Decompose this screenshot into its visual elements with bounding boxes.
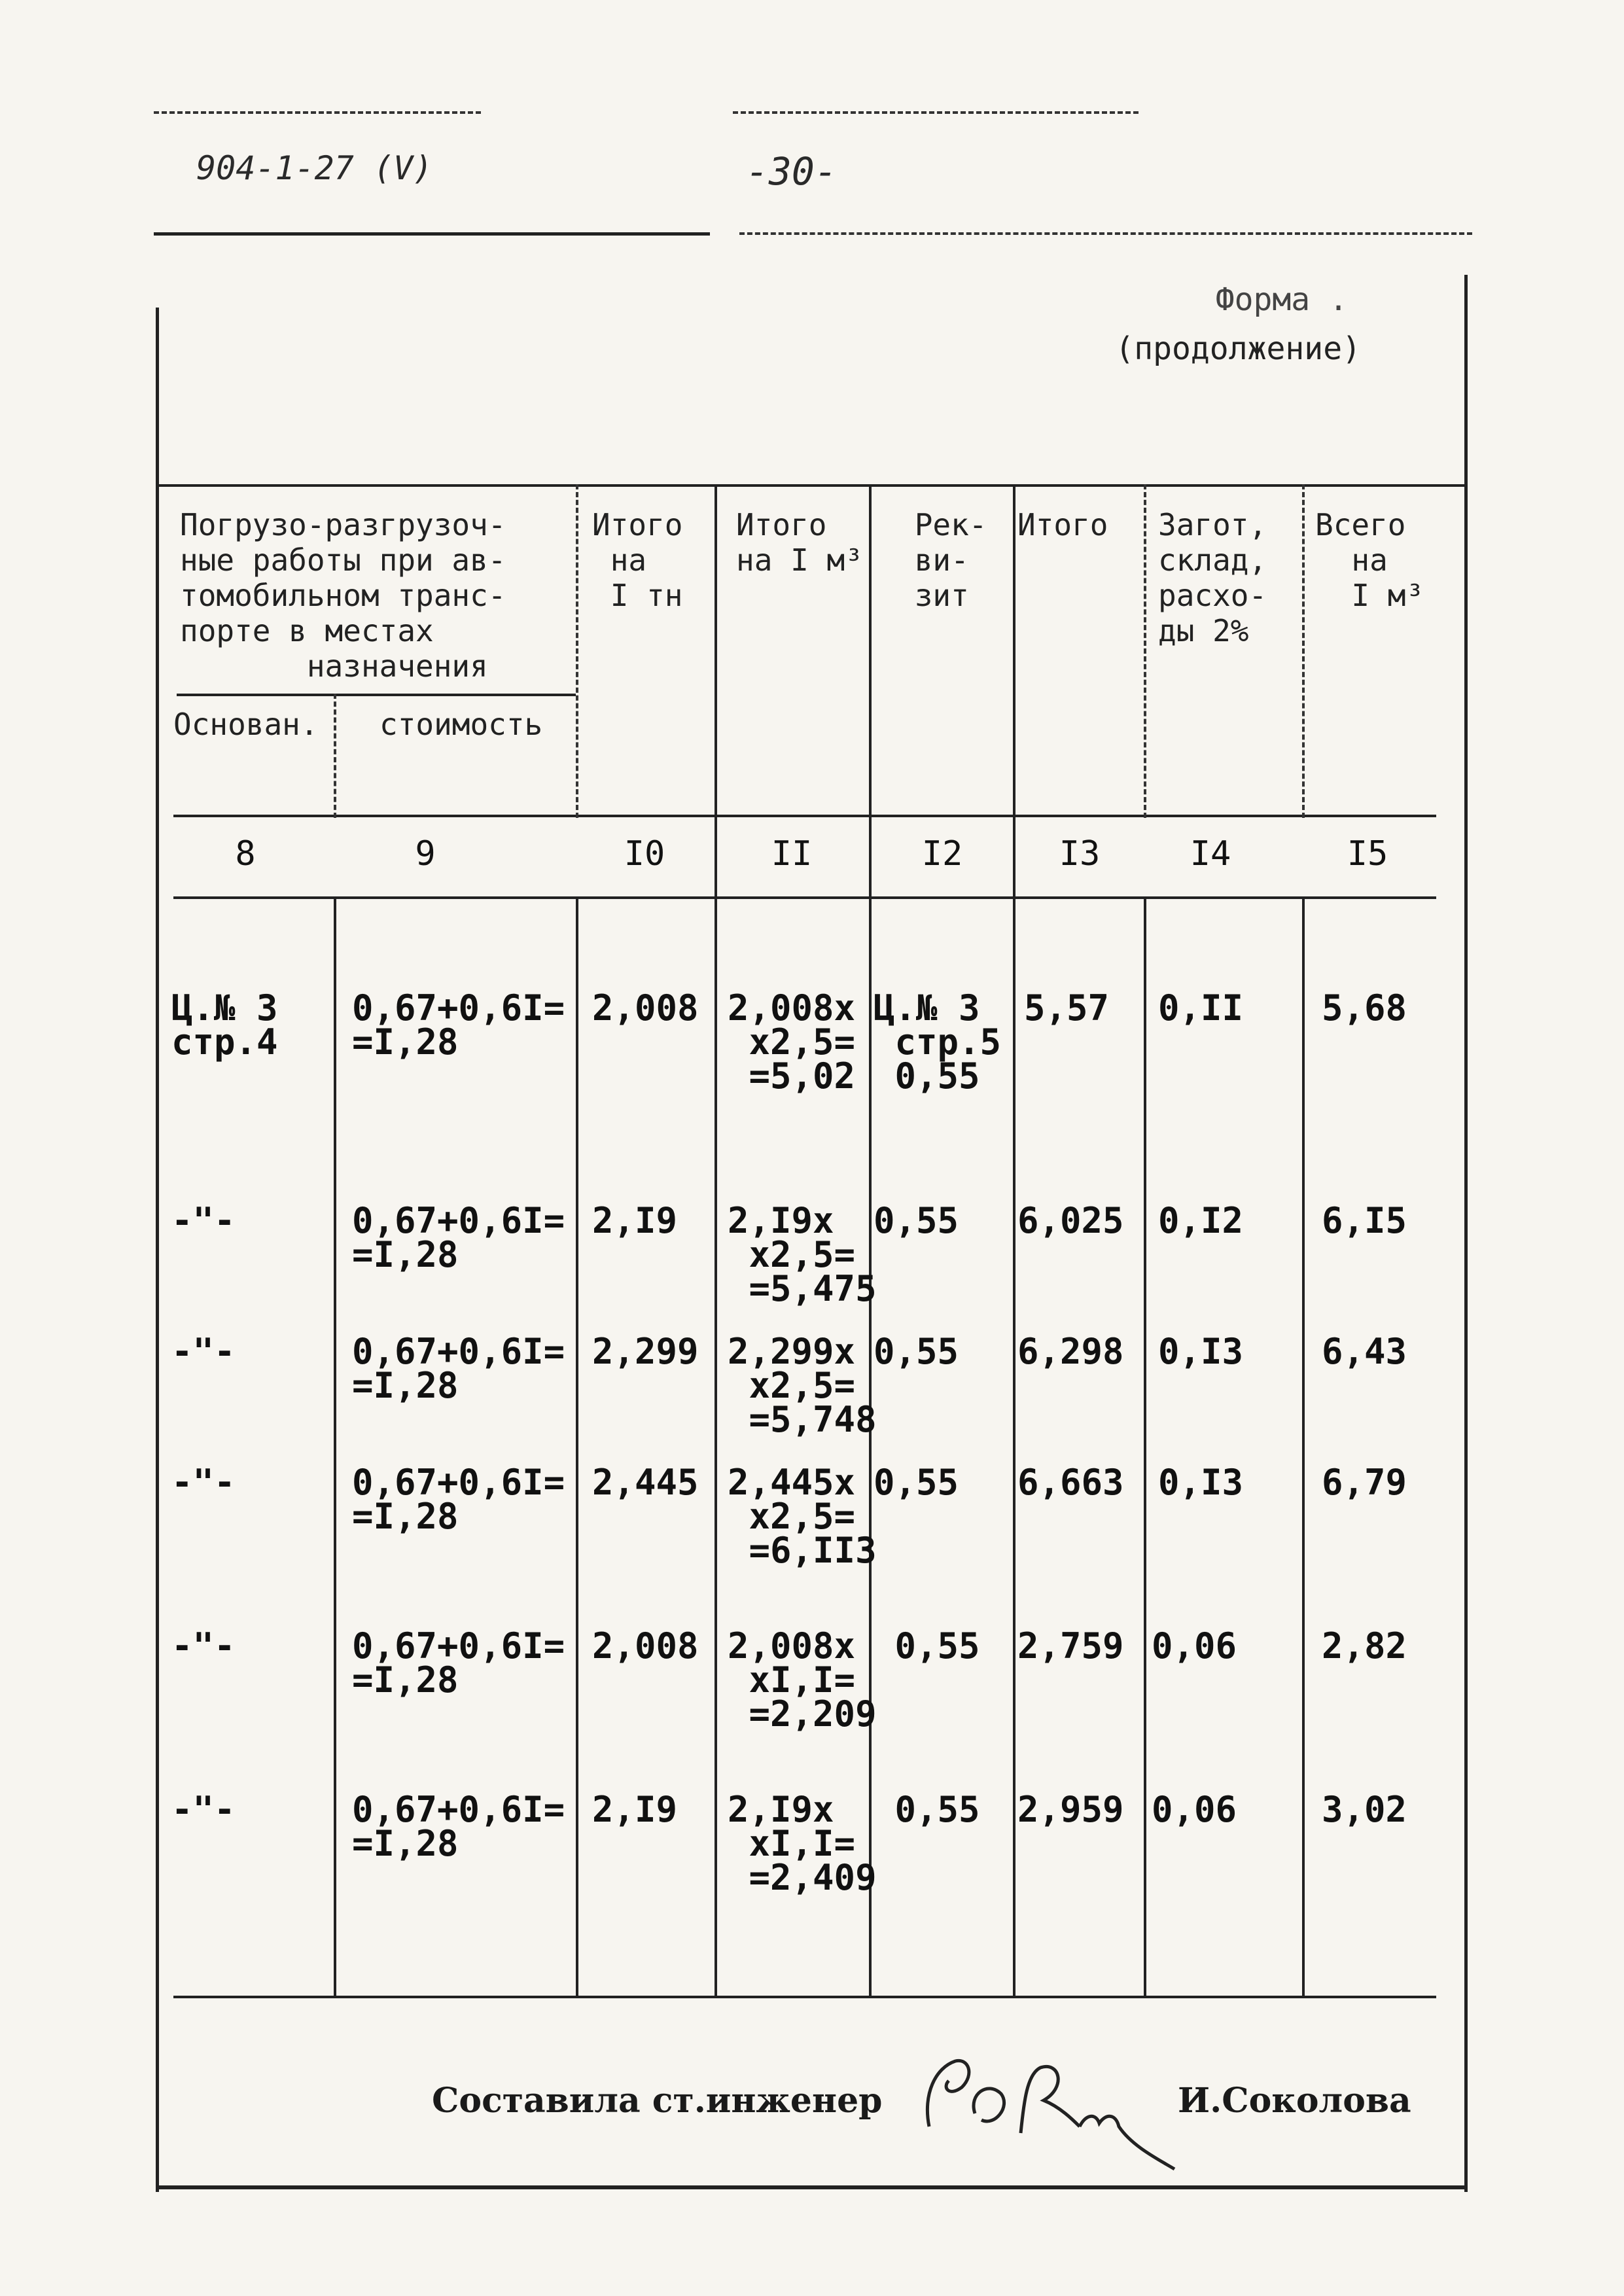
subhead-rule [177,694,576,696]
header-total: Итого [1017,507,1108,542]
colnum-bottom-rule [173,896,1436,899]
col-divider-10-11 [715,484,717,1996]
col-number-8: 8 [235,834,256,874]
top-rule-right [733,111,1139,114]
top-rule-left [154,111,481,114]
frame-bottom [157,2185,1467,2189]
table-row-cell-per-m3: 2,299х х2,5= =5,748 [728,1331,877,1440]
table-row-cell-requisite: 0,55 [874,1462,959,1503]
table-row-cell-procurement: 0,06 [1152,1625,1237,1667]
table-row-cell-procurement: 0,I3 [1158,1331,1244,1372]
document-code: 904-1-27 (V) [196,149,433,187]
table-row-cell-grand-total: 5,68 [1322,987,1407,1029]
table-row-cell-cost: 0,67+0,6I= =I,28 [352,1625,565,1701]
table-row-cell-cost: 0,67+0,6I= =I,28 [352,1200,565,1275]
col-number-9: 9 [415,834,436,874]
table-row-cell-per-ton: 2,008 [592,1625,699,1667]
frame-right [1464,275,1468,2192]
table-row-cell-grand-total: 6,I5 [1322,1200,1407,1241]
table-row-cell-basis: -"- [171,1462,236,1503]
compiled-by-label: Составила ст.инженер [432,2081,883,2121]
table-row-cell-grand-total: 6,43 [1322,1331,1407,1372]
header-total-per-ton: Итого на I тн [592,507,683,613]
table-row-cell-per-m3: 2,445х х2,5= =6,II3 [728,1462,877,1571]
header-loading-works: Погрузо-разгрузоч- ные работы при ав- томобильном транс- порте в местах назначения [180,507,506,684]
table-row-cell-total: 2,959 [1017,1789,1124,1830]
table-row-cell-per-ton: 2,008 [592,987,699,1029]
table-row-cell-per-m3: 2,I9х хI,I= =2,409 [728,1789,877,1898]
header-total-per-m3: Итого на I м³ [736,507,863,578]
table-bottom-rule [173,1996,1436,1998]
table-row-cell-procurement: 0,06 [1152,1789,1237,1830]
col-number-12: I2 [921,834,963,874]
header-procurement: Загот, склад, расхо- ды 2% [1158,507,1267,648]
form-label: Форма . [1215,281,1348,318]
table-row-cell-total: 2,759 [1017,1625,1124,1667]
table-row-cell-grand-total: 2,82 [1322,1625,1407,1667]
table-row-cell-basis: -"- [171,1789,236,1830]
table-row-cell-procurement: 0,I2 [1158,1200,1244,1241]
header-basis: Основан. [173,707,319,742]
form-continuation: (продолжение) [1115,330,1361,367]
table-row-cell-per-m3: 2,I9х х2,5= =5,475 [728,1200,877,1309]
col-number-11: II [771,834,813,874]
col-divider-14-15-head [1302,484,1305,818]
table-row-cell-cost: 0,67+0,6I= =I,28 [352,987,565,1063]
table-row-cell-procurement: 0,II [1158,987,1244,1029]
table-row-cell-total: 6,663 [1017,1462,1124,1503]
col-divider-13-14-head [1144,484,1146,818]
table-row-cell-basis: -"- [171,1625,236,1667]
table-row-cell-cost: 0,67+0,6I= =I,28 [352,1789,565,1864]
table-row-cell-per-m3: 2,008х хI,I= =2,209 [728,1625,877,1735]
table-row-cell-grand-total: 3,02 [1322,1789,1407,1830]
table-row-cell-cost: 0,67+0,6I= =I,28 [352,1462,565,1537]
col-divider-9-10 [576,896,578,1996]
signature-icon [909,2015,1184,2185]
table-row-cell-requisite: 0,55 [874,1625,980,1667]
table-row-cell-basis: -"- [171,1331,236,1372]
col-number-15: I5 [1347,834,1388,874]
table-row-cell-requisite: 0,55 [874,1200,959,1241]
table-row-cell-per-ton: 2,445 [592,1462,699,1503]
table-row-cell-total: 5,57 [1024,987,1110,1029]
header-rule-left [154,232,710,236]
header-rule-right [739,232,1472,235]
col-divider-14-15 [1302,896,1305,1996]
table-row-cell-requisite: Ц.№ 3 стр.5 0,55 [874,987,1002,1097]
table-row-cell-per-m3: 2,008х х2,5= =5,02 [728,987,856,1097]
compiler-name: И.Соколова [1178,2081,1411,2121]
col-number-10: I0 [624,834,665,874]
col-number-14: I4 [1190,834,1231,874]
frame-left [156,308,159,2192]
table-row-cell-per-ton: 2,I9 [592,1789,678,1830]
col-number-13: I3 [1059,834,1101,874]
table-top-rule [156,484,1464,487]
page-number: -30- [746,149,838,194]
table-row-cell-per-ton: 2,299 [592,1331,699,1372]
header-requisites: Рек- ви- зит [914,507,987,613]
col-divider-12-13 [1013,484,1015,1996]
col-divider-13-14 [1144,896,1146,1996]
table-row-cell-total: 6,298 [1017,1331,1124,1372]
table-row-cell-total: 6,025 [1017,1200,1124,1241]
table-row-cell-cost: 0,67+0,6I= =I,28 [352,1331,565,1406]
table-row-cell-per-ton: 2,I9 [592,1200,678,1241]
header-grand-total: Всего на I м³ [1315,507,1424,613]
table-row-cell-grand-total: 6,79 [1322,1462,1407,1503]
table-row-cell-requisite: 0,55 [874,1331,959,1372]
header-cost: стоимость [380,707,543,742]
col-divider-9-10-head [576,484,578,818]
table-row-cell-procurement: 0,I3 [1158,1462,1244,1503]
col-divider-8-9-head [334,694,336,818]
col-divider-8-9 [334,896,336,1996]
colnum-top-rule [173,815,1436,817]
table-row-cell-basis: -"- [171,1200,236,1241]
table-row-cell-requisite: 0,55 [874,1789,980,1830]
table-row-cell-basis: Ц.№ 3 стр.4 [171,987,278,1063]
